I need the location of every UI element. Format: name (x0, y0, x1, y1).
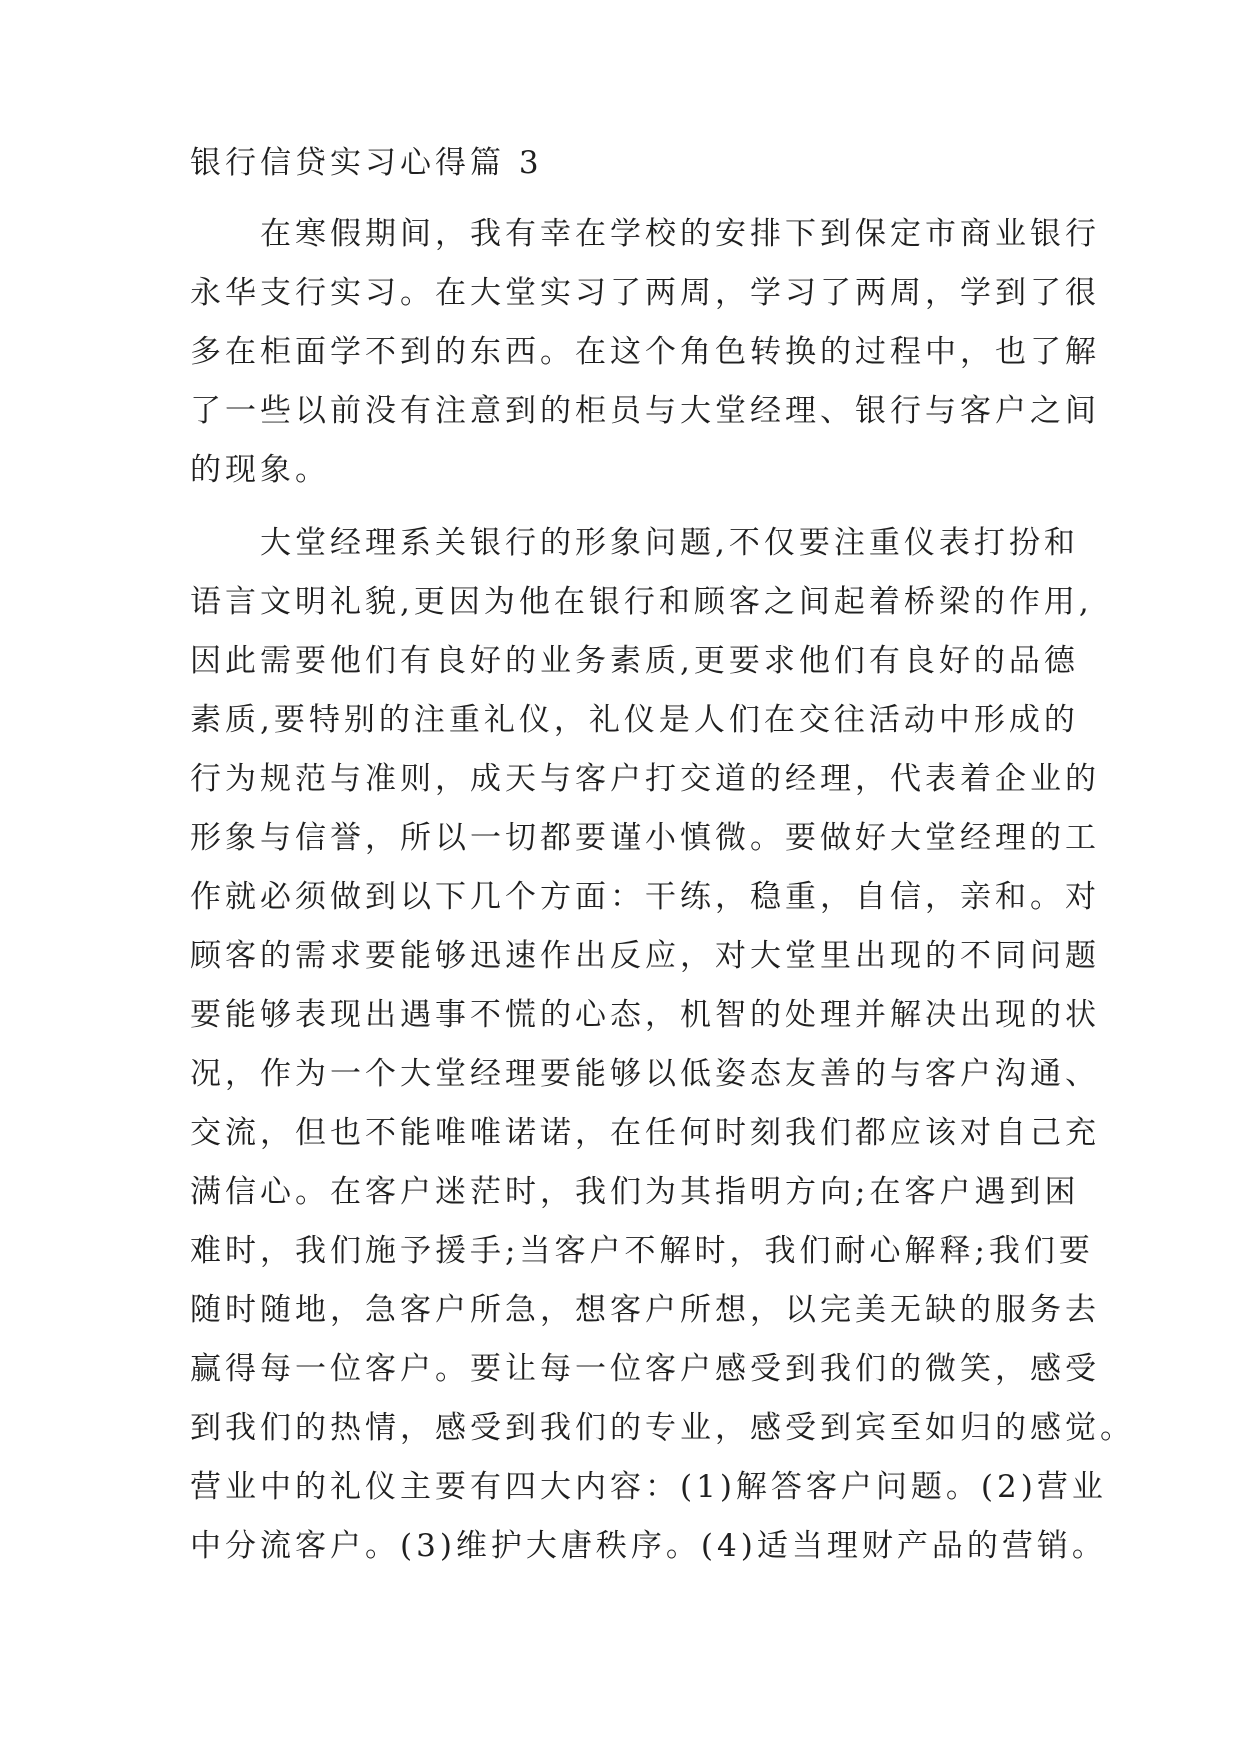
paragraph-line: 在寒假期间，我有幸在学校的安排下到保定市商业银行 (190, 216, 1100, 252)
paragraph-line: 交流，但也不能唯唯诺诺，在任何时刻我们都应该对自己充 (190, 1115, 1100, 1151)
paragraph-line: 多在柜面学不到的东西。在这个角色转换的过程中，也了解 (190, 334, 1100, 370)
paragraph-line: 营业中的礼仪主要有四大内容：(1)解答客户问题。(2)营业 (190, 1469, 1107, 1505)
paragraph-line: 中分流客户。(3)维护大唐秩序。(4)适当理财产品的营销。 (190, 1528, 1107, 1564)
paragraph-line: 永华支行实习。在大堂实习了两周，学习了两周，学到了很 (190, 275, 1100, 311)
paragraph-1 (190, 205, 1100, 500)
paragraph-line: 素质,要特别的注重礼仪，礼仪是人们在交往活动中形成的 (190, 702, 1079, 738)
paragraph-line: 形象与信誉，所以一切都要谨小慎微。要做好大堂经理的工 (190, 820, 1100, 856)
paragraph-line: 况，作为一个大堂经理要能够以低姿态友善的与客户沟通、 (190, 1056, 1100, 1092)
paragraph-line: 大堂经理系关银行的形象问题,不仅要注重仪表打扮和 (190, 525, 1079, 561)
paragraph-line: 语言文明礼貌,更因为他在银行和顾客之间起着桥梁的作用, (190, 584, 1093, 620)
paragraph-gap (190, 500, 1080, 514)
paragraph-line: 作就必须做到以下几个方面：干练，稳重，自信，亲和。对 (190, 879, 1100, 915)
paragraph-line: 到我们的热情，感受到我们的专业，感受到宾至如归的感觉。 (190, 1410, 1135, 1446)
paragraph-line: 赢得每一位客户。要让每一位客户感受到我们的微笑，感受 (190, 1351, 1100, 1387)
document-body (190, 140, 1135, 1576)
paragraph-line: 了一些以前没有注意到的柜员与大堂经理、银行与客户之间 (190, 393, 1100, 429)
paragraph-line: 难时，我们施予援手;当客户不解时，我们耐心解释;我们要 (190, 1233, 1094, 1269)
paragraph-line: 行为规范与准则，成天与客户打交道的经理，代表着企业的 (190, 761, 1100, 797)
paragraph-line: 随时随地，急客户所急，想客户所想，以完美无缺的服务去 (190, 1292, 1100, 1328)
document-title: 银行信贷实习心得篇 3 (190, 145, 543, 181)
paragraph-line: 要能够表现出遇事不慌的心态，机智的处理并解决出现的状 (190, 997, 1100, 1033)
paragraph-line: 因此需要他们有良好的业务素质,更要求他们有良好的品德 (190, 643, 1079, 679)
paragraph-line: 顾客的需求要能够迅速作出反应，对大堂里出现的不同问题 (190, 938, 1100, 974)
paragraph-line: 满信心。在客户迷茫时，我们为其指明方向;在客户遇到困 (190, 1174, 1080, 1210)
paragraph-2 (190, 514, 1135, 1576)
paragraph-line: 的现象。 (190, 452, 330, 488)
